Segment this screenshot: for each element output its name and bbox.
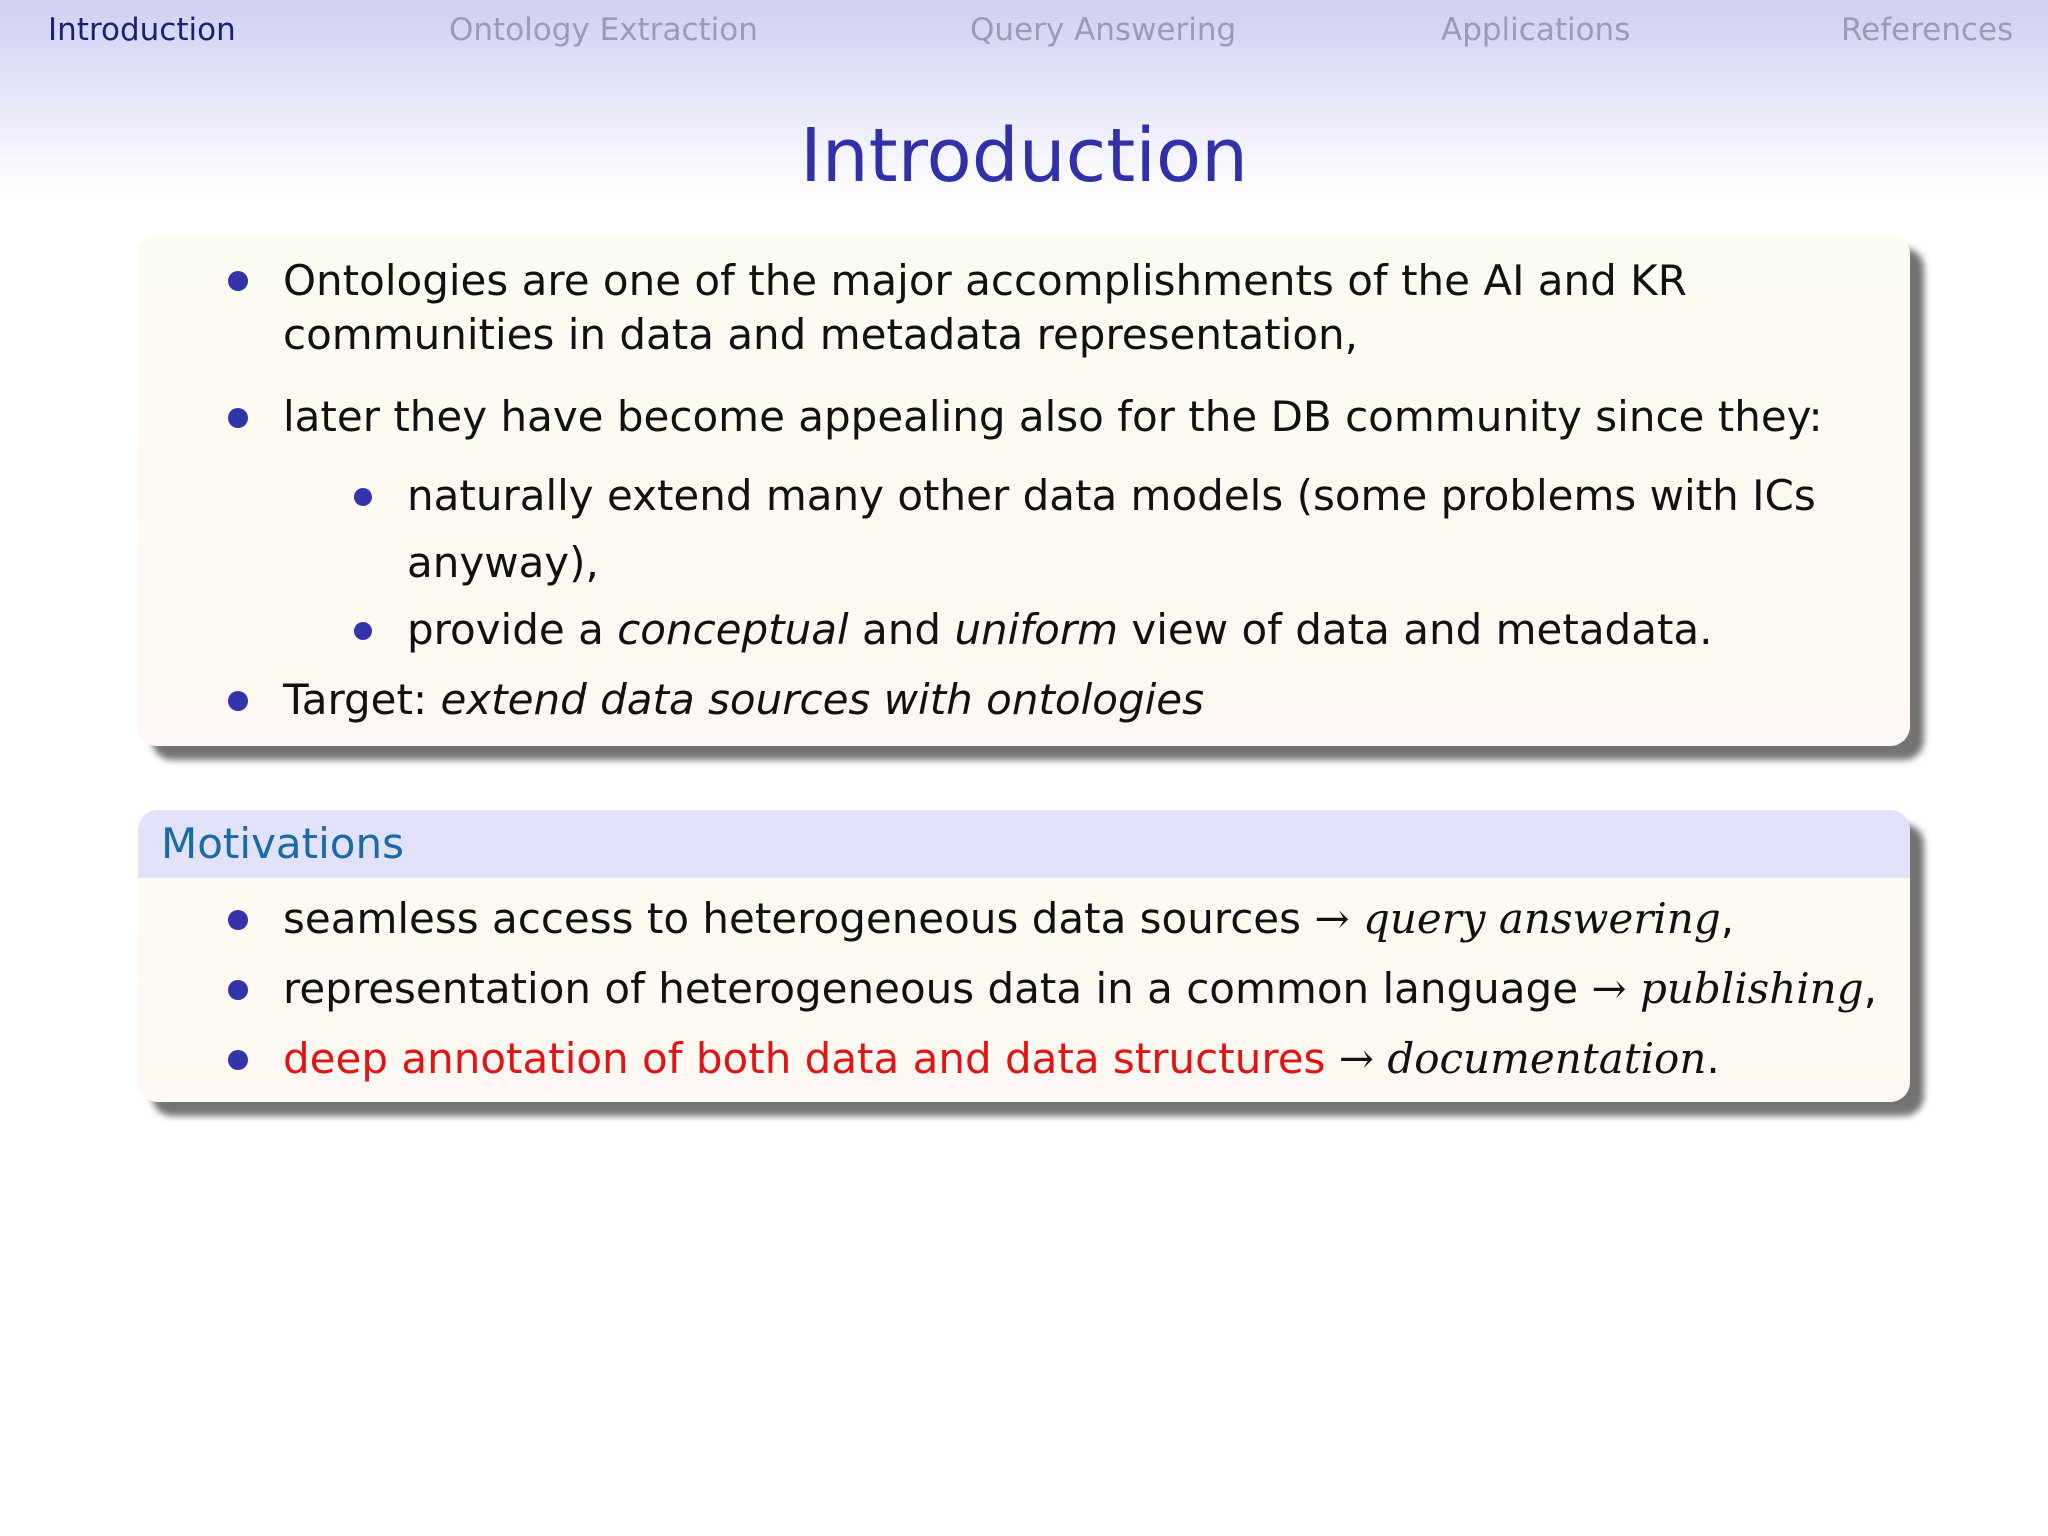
motivation-item: representation of heterogeneous data in a common language → publishing,: [283, 964, 1877, 1013]
bullet-text: later they have become appealing also for the DB community since they:: [283, 392, 1823, 441]
bullet-icon: [228, 408, 248, 428]
sub-bullet-icon: [354, 622, 372, 640]
target-text: Target: extend data sources with ontologies: [283, 675, 1205, 724]
sub-bullet-text: naturally extend many other data models (some problems with ICs: [407, 471, 1816, 520]
motivations-block: [138, 810, 1910, 1102]
bullet-icon: [228, 1050, 248, 1070]
bullet-text: Ontologies are one of the major accomplishments of the AI and KR: [283, 256, 1687, 305]
bullet-icon: [228, 980, 248, 1000]
bullet-text-continued: communities in data and metadata representation,: [283, 310, 1358, 359]
nav-item-introduction[interactable]: Introduction: [48, 12, 236, 48]
motivation-item-highlighted: deep annotation of both data and data structures → documentation.: [283, 1034, 1720, 1083]
nav-item-query-answering[interactable]: Query Answering: [970, 12, 1237, 48]
intro-block: [138, 234, 1910, 746]
motivation-item: seamless access to heterogeneous data sources → query answering,: [283, 894, 1735, 943]
motivations-header: [138, 810, 1910, 878]
sub-bullet-icon: [354, 488, 372, 506]
bullet-icon: [228, 910, 248, 930]
motivations-title: Motivations: [161, 819, 404, 868]
slide-title: Introduction: [799, 113, 1249, 199]
nav-item-ontology-extraction[interactable]: Ontology Extraction: [449, 12, 758, 48]
bullet-icon: [228, 691, 248, 711]
section-navigation: [0, 0, 2048, 60]
sub-bullet-text: provide a conceptual and uniform view of data and metadata.: [407, 605, 1713, 654]
nav-item-applications[interactable]: Applications: [1441, 12, 1631, 48]
nav-item-references[interactable]: References: [1841, 12, 2014, 48]
sub-bullet-text-continued: anyway),: [407, 538, 599, 587]
bullet-icon: [228, 271, 248, 291]
